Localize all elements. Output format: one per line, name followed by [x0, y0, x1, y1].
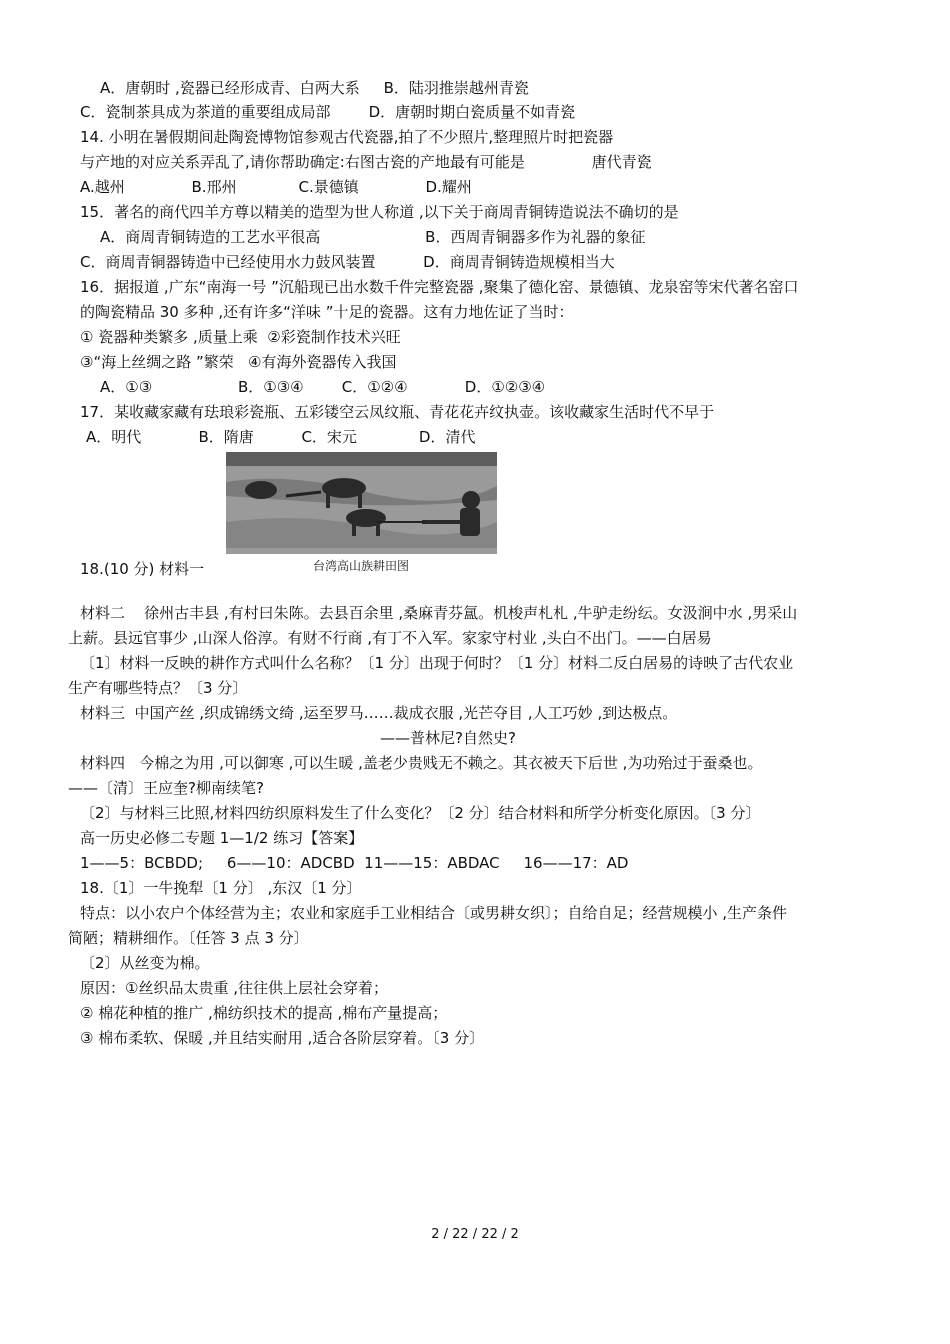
- answer-18-features-cont: 简陋；精耕细作。〔任答 3 点 3 分〕: [68, 929, 309, 947]
- question-17-stem: 17．某收藏家藏有珐琅彩瓷瓶、五彩镂空云凤纹瓶、青花花卉纹执壶。该收藏家生活时代不早于: [80, 403, 715, 421]
- answer-18-1: 18.〔1〕一牛挽犁〔1 分〕 ,东汉〔1 分〕: [80, 879, 362, 897]
- material-4-source: ——〔清〕王应奎?柳南续笔?: [68, 779, 264, 797]
- question-16-stem-cont: 的陶瓷精品 30 多种 ,还有许多“洋味 ”十足的瓷器。这有力地佐证了当时：: [80, 303, 574, 321]
- material-3-source: ——普林尼?自然史?: [380, 729, 516, 747]
- answer-18-features: 特点：以小农户个体经营为主；农业和家庭手工业相结合〔或男耕女织〕；自给自足；经营规模小 ,生产条件: [80, 904, 788, 922]
- answer-reason-3: ③ 棉布柔软、保暖 ,并且结实耐用 ,适合各阶层穿着。〔3 分〕: [80, 1029, 485, 1047]
- question-18-part-1-cont: 生产有哪些特点？〔3 分〕: [68, 679, 248, 697]
- question-14-options: A.越州 B.邢州 C.景德镇 D.耀州: [80, 178, 472, 196]
- option-line-13ab: A．唐朝时 ,瓷器已经形成青、白两大系 B．陆羽推崇越州青瓷: [100, 79, 529, 97]
- question-16-items-34: ③“海上丝绸之路 ”繁荣 ④有海外瓷器传入我国: [80, 353, 397, 371]
- question-17-options: A．明代 B．隋唐 C．宋元 D．清代: [86, 428, 476, 446]
- question-16-stem: 16．据报道 ,广东“南海一号 ”沉船现已出水数千件完整瓷器 ,聚集了德化窑、景德镇、龙泉窑等宋代著名窑口: [80, 278, 799, 296]
- question-16-options: A．①③ B．①③④ C．①②④ D．①②③④: [100, 378, 546, 396]
- question-14-stem-cont: 与产地的对应关系弄乱了,请你帮助确定:右图古瓷的产地最有可能是 唐代青瓷: [80, 153, 652, 171]
- plowing-illustration: [226, 452, 497, 576]
- question-16-items-12: ① 瓷器种类繁多 ,质量上乘 ②彩瓷制作技术兴旺: [80, 328, 401, 346]
- answer-reason-1: 原因：①丝织品太贵重 ,往往供上层社会穿着；: [80, 979, 388, 997]
- material-2-line-2: 上薪。县远官事少 ,山深人俗淳。有财不行商 ,有丁不入军。家家守村业 ,头白不出门。——白居易: [68, 629, 712, 647]
- answer-18-2: 〔2〕从丝变为棉。: [80, 954, 210, 972]
- material-3: 材料三 中国产丝 ,织成锦绣文绮 ,运至罗马……裁成衣服 ,光芒夺目 ,人工巧妙 ,到达极点。: [80, 704, 678, 722]
- material-4: 材料四 今棉之为用 ,可以御寒 ,可以生暖 ,盖老少贵贱无不赖之。其衣被天下后世 ,为功殆过于蚕桑也。: [80, 754, 763, 772]
- question-18-part-2: 〔2〕与材料三比照,材料四纺织原料发生了什么变化？〔2 分〕结合材料和所学分析变化原因。〔3 分〕: [80, 804, 761, 822]
- question-15-stem: 15．著名的商代四羊方尊以精美的造型为世人称道 ,以下关于商周青铜铸造说法不确切的是: [80, 203, 679, 221]
- option-line-13cd: C．瓷制茶具成为茶道的重要组成局部 D．唐朝时期白瓷质量不如青瓷: [80, 103, 576, 121]
- page-number: 2 / 22 / 22 / 2: [431, 1227, 519, 1242]
- answer-choices: 1——5：BCBDD; 6——10：ADCBD 11——15：ABDAC 16——17：AD: [80, 854, 629, 872]
- question-15-options-cd: C．商周青铜器铸造中已经使用水力鼓风装置 D．商周青铜铸造规模相当大: [80, 253, 615, 271]
- material-2-line-1: 材料二 徐州古丰县 ,有村曰朱陈。去县百余里 ,桑麻青芬氲。机梭声札札 ,牛驴走纷纭。女汲涧中水 ,男采山: [80, 604, 798, 622]
- answer-reason-2: ② 棉花种植的推广 ,棉纺织技术的提高 ,棉布产量提高；: [80, 1004, 448, 1022]
- question-15-options-ab: A．商周青铜铸造的工艺水平很高 B．西周青铜器多作为礼器的象征: [100, 228, 646, 246]
- question-14-stem: 14. 小明在暑假期间赴陶瓷博物馆参观古代瓷器,拍了不少照片,整理照片时把瓷器: [80, 128, 614, 146]
- answer-title: 高一历史必修二专题 1—1/2 练习【答案】: [80, 829, 364, 847]
- question-18-part-1: 〔1〕材料一反映的耕作方式叫什么名称？〔1 分〕出现于何时？〔1 分〕材料二反白居易的诗映了古代农业: [80, 654, 794, 672]
- question-18-material-1: 18.(10 分) 材料一: [80, 560, 205, 578]
- illustration-caption: 台湾高山族耕田图: [312, 559, 410, 573]
